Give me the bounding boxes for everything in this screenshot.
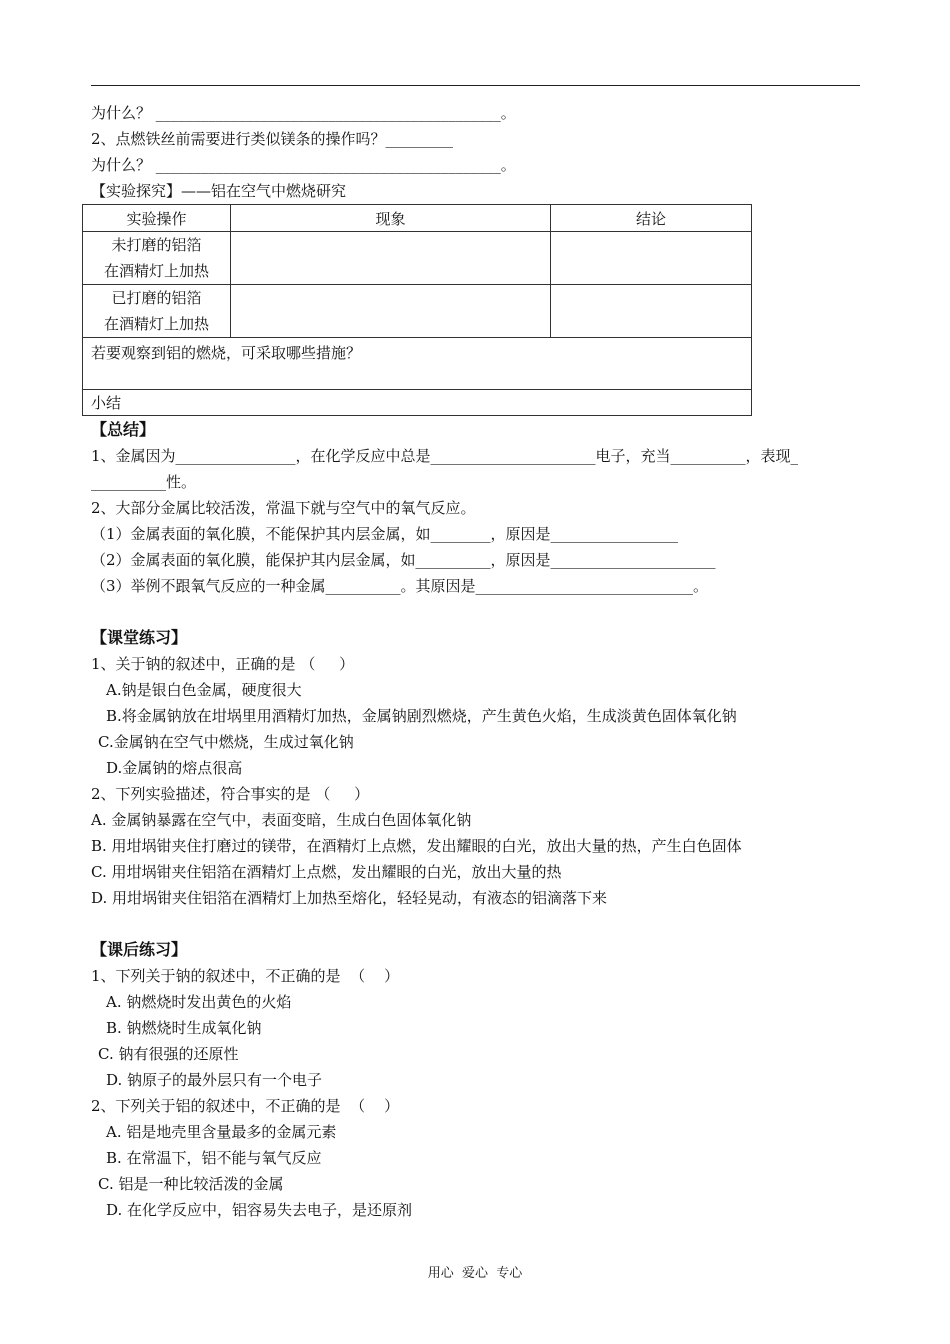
iron-wire-question: 2、点燃铁丝前需要进行类似镁条的操作吗？_________ (91, 130, 454, 148)
table-row (83, 232, 752, 285)
why-line-1: 为什么？ ______________________________________________。 (91, 104, 516, 122)
table-question-row (83, 338, 752, 390)
table-row (83, 285, 752, 338)
summary-line: （1）金属表面的氧化膜，不能保护其内层金属，如________，原因是_________________ (91, 525, 679, 543)
conclusion-cell (551, 232, 752, 285)
classroom-title: 【课堂练习】 (91, 628, 188, 647)
option-c: C. 铝是一种比较活泼的金属 (98, 1175, 284, 1193)
table-summary-row (83, 390, 752, 416)
option-a: A. 金属钠暴露在空气中，表面变暗，生成白色固体氧化钠 (91, 811, 472, 829)
why-line-2: 为什么？ ______________________________________________。 (91, 156, 516, 174)
option-a: A. 钠燃烧时发出黄色的火焰 (106, 993, 292, 1011)
option-a: A. 铝是地壳里含量最多的金属元素 (106, 1123, 337, 1141)
header-phenomenon: 现象 (231, 205, 551, 232)
option-b: B. 在常温下，铝不能与氧气反应 (106, 1149, 322, 1167)
phenomenon-cell (231, 232, 551, 285)
header-rule (91, 85, 860, 86)
option-c: C. 钠有很强的还原性 (98, 1045, 239, 1063)
operation-line: 未打磨的铝箔 (111, 236, 202, 254)
summary-line: （3）举例不跟氧气反应的一种金属__________。其原因是_____________________________。 (91, 577, 709, 595)
option-d: D. 用坩埚钳夹住铝箔在酒精灯上加热至熔化，轻轻晃动，有液态的铝滴落下来 (91, 889, 608, 907)
question-stem: 1、关于钠的叙述中，正确的是 （ ） (91, 655, 355, 673)
option-b: B.将金属钠放在坩埚里用酒精灯加热，金属钠剧烈燃烧，产生黄色火焰，生成淡黄色固体氧化钠 (106, 707, 737, 725)
question-stem: 2、下列实验描述，符合事实的是 （ ） (91, 785, 370, 803)
option-d: D. 钠原子的最外层只有一个电子 (106, 1071, 323, 1089)
operation-cell (83, 232, 231, 285)
question-stem: 1、下列关于钠的叙述中，不正确的是 （ ） (91, 967, 400, 985)
option-c: C.金属钠在空气中燃烧，生成过氧化钠 (98, 733, 354, 751)
experiment-title: 【实验探究】——铝在空气中燃烧研究 (91, 182, 347, 200)
experiment-table (82, 204, 752, 416)
operation-line: 已打磨的铝箔 (111, 289, 202, 307)
option-b: B. 钠燃烧时生成氧化钠 (106, 1019, 262, 1037)
conclusion-cell (551, 285, 752, 338)
page-footer: 用心 爱心 专心 (427, 1266, 523, 1281)
summary-line: （2）金属表面的氧化膜，能保护其内层金属，如__________，原因是______________________ (91, 551, 716, 569)
option-b: B. 用坩埚钳夹住打磨过的镁带，在酒精灯上点燃，发出耀眼的白光，放出大量的热，产生白色固体 (91, 837, 742, 855)
operation-cell (83, 285, 231, 338)
measures-question: 若要观察到铝的燃烧，可采取哪些措施？ (83, 338, 752, 390)
summary-cell: 小结 (83, 390, 752, 416)
option-d: D. 在化学反应中，铝容易失去电子，是还原剂 (106, 1201, 413, 1219)
summary-line: 2、大部分金属比较活泼，常温下就与空气中的氧气反应。 (91, 499, 476, 517)
operation-line: 在酒精灯上加热 (103, 315, 209, 333)
phenomenon-cell (231, 285, 551, 338)
header-operation: 实验操作 (83, 205, 231, 232)
question-stem: 2、下列关于铝的叙述中，不正确的是 （ ） (91, 1097, 400, 1115)
operation-line: 在酒精灯上加热 (103, 262, 209, 280)
summary-title: 【总结】 (91, 420, 156, 439)
summary-line: 1、金属因为________________，在化学反应中总是______________________电子，充当__________，表现_ (91, 447, 799, 465)
option-a: A.钠是银白色金属，硬度很大 (106, 681, 302, 699)
option-d: D.金属钠的熔点很高 (106, 759, 243, 777)
header-conclusion: 结论 (551, 205, 752, 232)
table-header-row (83, 205, 752, 232)
summary-line: __________性。 (91, 473, 197, 491)
option-c: C. 用坩埚钳夹住铝箔在酒精灯上点燃，发出耀眼的白光，放出大量的热 (91, 863, 562, 881)
homework-title: 【课后练习】 (91, 940, 188, 959)
